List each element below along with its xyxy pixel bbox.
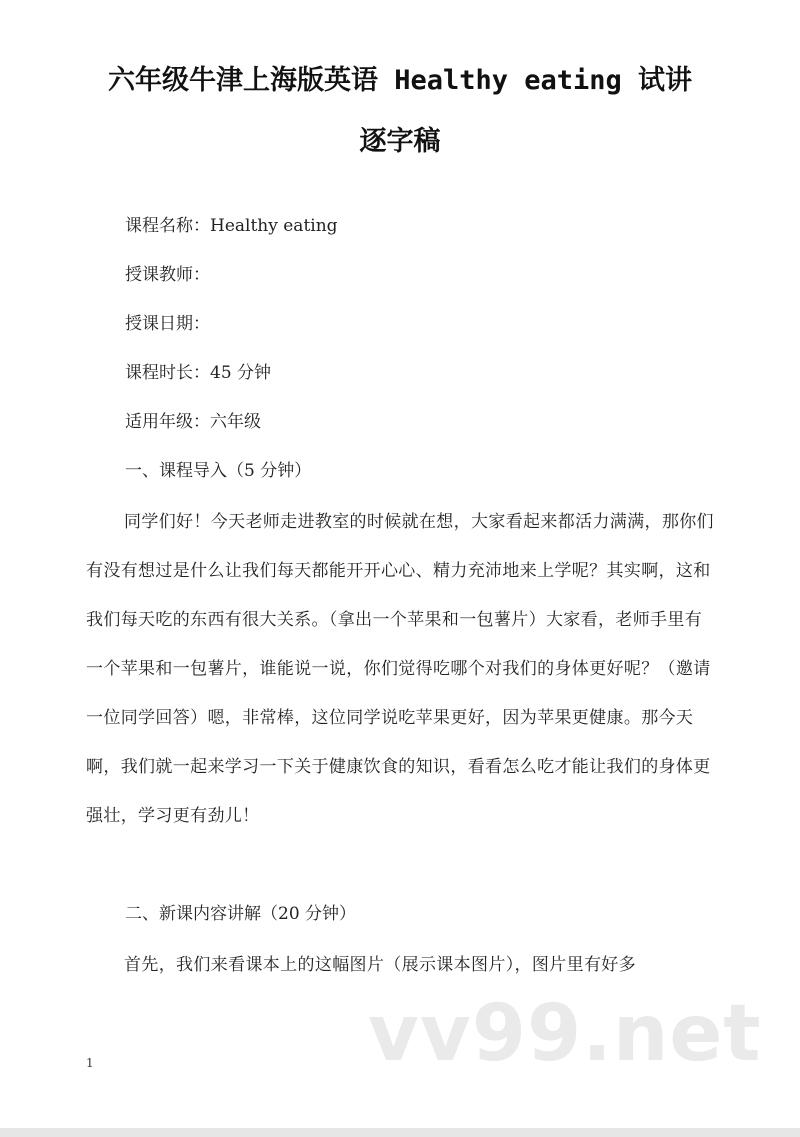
document-title-line-1: 六年级牛津上海版英语 Healthy eating 试讲 xyxy=(107,65,693,96)
meta-grade: 适用年级：六年级 xyxy=(125,412,261,432)
page-number: 1 xyxy=(86,1056,94,1070)
section-2-paragraph: 首先，我们来看课本上的这幅图片（展示课本图片），图片里有好多 xyxy=(124,955,636,975)
section-1-paragraph: 同学们好！今天老师走进教室的时候就在想，大家看起来都活力满满，那你们有没有想过是什么让我们每天都能开开心心、精力充沛地来上学呢？其实啊，这和我们每天吃的东西有很大关系。（拿出一个苹果和一包薯片）大家看，老师手里有一个苹果和一包薯片，谁能说一说，你们觉得吃哪个对我们的身体更好呢？（邀请一位同学回答）嗯，非常棒，这位同学说吃苹果更好，因为苹果更健康。那今天啊，我们就一起来学习一下关于健康饮食的知识，看看怎么吃才能让我们的身体更强壮，学习更有劲儿！ xyxy=(86,512,714,826)
meta-duration: 课程时长：45 分钟 xyxy=(125,363,272,383)
section-1-heading: 一、课程导入（5 分钟） xyxy=(125,461,312,481)
meta-date: 授课日期： xyxy=(125,314,210,334)
document-title-line-2: 逐字稿 xyxy=(359,126,441,157)
watermark: vv99.net xyxy=(368,989,762,1079)
page-bottom-edge xyxy=(0,1128,800,1137)
section-2-heading: 二、新课内容讲解（20 分钟） xyxy=(125,904,357,924)
meta-course-name: 课程名称：Healthy eating xyxy=(125,216,338,236)
meta-teacher: 授课教师： xyxy=(125,265,210,285)
